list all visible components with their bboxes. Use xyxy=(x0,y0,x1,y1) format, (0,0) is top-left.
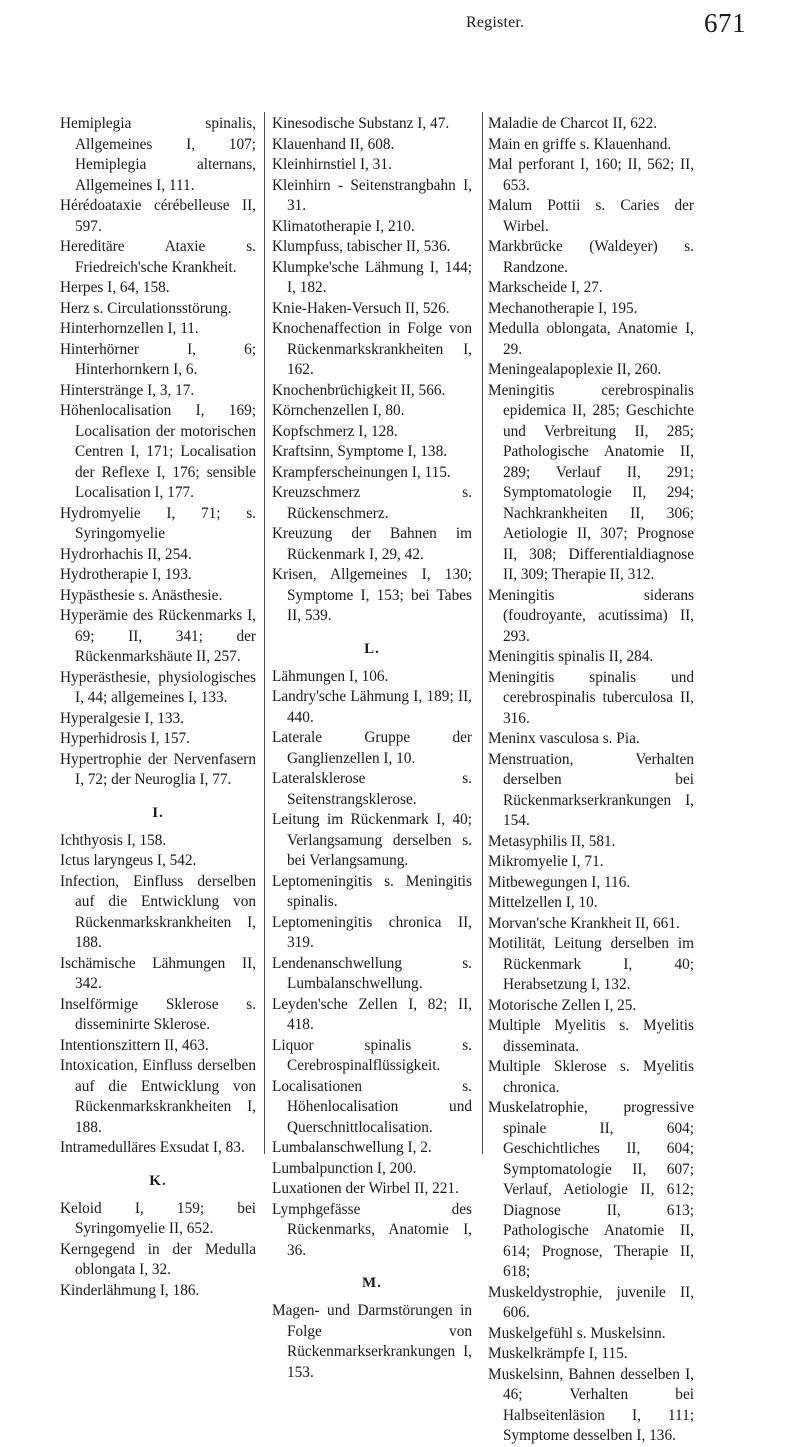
column-divider xyxy=(482,112,483,1154)
index-entry: Kerngegend in der Medulla oblongata I, 32. xyxy=(60,1240,256,1278)
index-entry: Meningitis siderans (foudroyante, acutissima) II, 293. xyxy=(488,586,694,645)
index-entry: Kinesodische Substanz I, 47. xyxy=(272,115,450,132)
index-entry: Liquor spinalis s. Cerebrospinalflüssigkeit. xyxy=(272,1036,472,1074)
index-entry: Hyperhidrosis I, 157. xyxy=(60,730,191,747)
index-entry: Kleinhirn - Seitenstrangbahn I, 31. xyxy=(272,176,472,214)
index-entry: Mechanotherapie I, 195. xyxy=(488,299,638,317)
index-entry: Klimatotherapie I, 210. xyxy=(272,217,415,235)
index-entry: Meningitis spinalis II, 284. xyxy=(488,648,654,665)
index-entry: Muskeldystrophie, juvenile II, 606. xyxy=(488,1283,694,1321)
index-entry: Hypertrophie der Nervenfasern I, 72; der Neuroglia I, 77. xyxy=(60,750,256,788)
section-letter: L. xyxy=(364,640,380,657)
index-entry: Mittelzellen I, 10. xyxy=(488,894,598,911)
index-entry: Lumbalpunction I, 200. xyxy=(272,1159,417,1177)
page-number: 671 xyxy=(704,8,746,38)
section-letter: I. xyxy=(152,804,164,821)
index-entry: Kreuzschmerz s. Rückenschmerz. xyxy=(272,484,472,522)
index-entry: Hydromyelie I, 71; s. Syringomyelie xyxy=(60,504,256,542)
index-entry: Hemiplegia spinalis, Allgemeines I, 107; Hemiplegia alternans, Allgemeines I, 111. xyxy=(60,115,256,194)
index-entry: Herz s. Circulationsstörung. xyxy=(60,299,232,317)
index-entry: Mitbewegungen I, 116. xyxy=(488,873,631,891)
index-entry: Lumbalanschwellung I, 2. xyxy=(272,1139,432,1156)
index-entry: Ictus laryngeus I, 542. xyxy=(60,852,197,869)
index-entry: Herpes I, 64, 158. xyxy=(60,279,170,296)
index-entry: Markscheide I, 27. xyxy=(488,279,603,296)
index-entry: Localisationen s. Höhenlocalisation und Querschnittlocalisation. xyxy=(272,1077,472,1136)
index-entry: Krampferscheinungen I, 115. xyxy=(272,463,451,481)
index-entry: Multiple Sklerose s. Myelitis chronica. xyxy=(488,1058,694,1096)
index-entry: Main en griffe s. Klauenhand. xyxy=(488,135,672,153)
index-entry: Mal perforant I, 160; II, 562; II, 653. xyxy=(488,156,694,194)
index-entry: Lymphgefässe des Rückenmarks, Anatomie I, 36. xyxy=(272,1200,472,1259)
index-entry: Markbrücke (Waldeyer) s. Randzone. xyxy=(488,238,694,276)
index-entry: Krisen, Allgemeines I, 130; Symptome I, 153; bei Tabes II, 539. xyxy=(272,566,472,624)
index-entry: Hypästhesie s. Anästhesie. xyxy=(60,586,223,604)
index-entry: Medulla oblongata, Anatomie I, 29. xyxy=(488,320,694,358)
index-entry: Hyperalgesie I, 133. xyxy=(60,709,185,727)
index-entry: Mikromyelie I, 71. xyxy=(488,853,604,870)
section-letter: M. xyxy=(362,1275,382,1291)
index-entry: Hinterstränge I, 3, 17. xyxy=(60,381,195,399)
index-entry: Leptomeningitis s. Meningitis spinalis. xyxy=(272,872,472,910)
index-entry: Intramedulläres Exsudat I, 83. xyxy=(60,1139,245,1156)
index-entry: Meninx vasculosa s. Pia. xyxy=(488,730,640,747)
index-entry: Inselförmige Sklerose s. disseminirte Sklerose. xyxy=(60,995,256,1033)
index-entry: Luxationen der Wirbel II, 221. xyxy=(272,1180,459,1197)
index-entry: Knochenbrüchigkeit II, 566. xyxy=(272,381,446,399)
index-entry: Infection, Einfluss derselben auf die Entwicklung von Rückenmarkskrankheiten I, 188. xyxy=(60,872,256,951)
index-entry: Leyden'sche Zellen I, 82; II, 418. xyxy=(272,995,472,1033)
index-entry: Malum Pottii s. Caries der Wirbel. xyxy=(488,197,694,235)
index-entry: Kleinhirnstiel I, 31. xyxy=(272,156,392,173)
index-entry: Motilität, Leitung derselben im Rückenmark I, 40; Herabsetzung I, 132. xyxy=(488,935,694,993)
index-entry: Meningitis spinalis und cerebrospinalis tuberculosa II, 316. xyxy=(488,668,694,727)
index-entry: Kreuzung der Bahnen im Rückenmark I, 29, 42. xyxy=(272,525,472,563)
column-divider xyxy=(264,112,265,1154)
index-entry: Laterale Gruppe der Ganglienzellen I, 10. xyxy=(272,729,472,767)
index-entry: Muskelsinn, Bahnen desselben I, 46; Verhalten bei Halbseitenläsion I, 111; Symptome desselben I, 136. xyxy=(488,1365,694,1444)
index-entry: Höhenlocalisation I, 169; Localisation der motorischen Centren I, 171; Localisation der Reflexe I, 176; sensible Localisation I, 177. xyxy=(60,402,256,501)
index-entry: Muskelatrophie, progressive spinale II, 604; Geschichtliches II, 604; Symptomatologie II, 607; Verlauf, Aetiologie II, 612; Diagnose II, 613; Pathologische Anatomie II, 614; Prognose, Therapie II, 618; xyxy=(488,1099,694,1280)
index-entry: Knochenaffection in Folge von Rückenmarkskrankheiten I, 162. xyxy=(272,320,472,378)
index-entry: Kopfschmerz I, 128. xyxy=(272,422,398,440)
index-entry: Ichthyosis I, 158. xyxy=(60,831,167,849)
index-entry: Ischämische Lähmungen II, 342. xyxy=(60,954,256,992)
index-column-1 xyxy=(60,114,256,1301)
index-entry: Knie-Haken-Versuch II, 526. xyxy=(272,299,450,317)
index-entry: Landry'sche Lähmung I, 189; II, 440. xyxy=(272,688,472,726)
index-entry: Meningealapoplexie II, 260. xyxy=(488,361,662,378)
index-entry: Hyperämie des Rückenmarks I, 69; II, 341; der Rückenmarkshäute II, 257. xyxy=(60,607,256,665)
index-entry: Lateralsklerose s. Seitenstrangsklerose. xyxy=(272,770,472,808)
index-entry: Lendenanschwellung s. Lumbalanschwellung. xyxy=(272,954,472,992)
index-entry: Intoxication, Einfluss derselben auf die Entwicklung von Rückenmarkskrankheiten I, 188. xyxy=(60,1057,256,1136)
index-entry: Kraftsinn, Symptome I, 138. xyxy=(272,443,448,460)
index-entry: Muskelkrämpfe I, 115. xyxy=(488,1345,628,1362)
running-title: Register. xyxy=(466,14,525,31)
index-column-3 xyxy=(488,114,694,1447)
index-entry: Hinterhornzellen I, 11. xyxy=(60,320,199,337)
index-entry: Maladie de Charcot II, 622. xyxy=(488,115,658,132)
page-header xyxy=(0,8,800,58)
index-entry: Hyperästhesie, physiologisches I, 44; allgemeines I, 133. xyxy=(60,668,256,706)
index-entry: Klumpfuss, tabischer II, 536. xyxy=(272,238,451,255)
index-entry: Hydrorhachis II, 254. xyxy=(60,545,192,563)
index-entry: Klumpke'sche Lähmung I, 144; I, 182. xyxy=(272,258,472,296)
index-entry: Hinterhörner I, 6; Hinterhornkern I, 6. xyxy=(60,340,256,378)
index-column-2 xyxy=(272,114,472,1383)
index-entry: Muskelgefühl s. Muskelsinn. xyxy=(488,1324,666,1342)
index-entry: Multiple Myelitis s. Myelitis disseminata. xyxy=(488,1017,694,1055)
index-entry: Motorische Zellen I, 25. xyxy=(488,996,637,1014)
index-entry: Lähmungen I, 106. xyxy=(272,667,389,685)
index-entry: Metasyphilis II, 581. xyxy=(488,832,616,850)
index-entry: Magen- und Darmstörungen in Folge von Rückenmarkserkrankungen I, 153. xyxy=(272,1302,472,1381)
index-entry: Körnchenzellen I, 80. xyxy=(272,402,405,419)
index-entry: Hereditäre Ataxie s. Friedreich'sche Krankheit. xyxy=(60,238,256,276)
index-entry: Meningitis cerebrospinalis epidemica II, 285; Geschichte und Verbreitung II, 285; Pathologische Anatomie II, 289; Verlauf II, 291; Symptomatologie II, 294; Nachkrankheiten II, 306; Aetiologie II, 307; Prognose II, 308; Differentialdiagnose II, 309; Therapie II, 312. xyxy=(488,381,694,583)
index-entry: Hérédoataxie cérébelleuse II, 597. xyxy=(60,197,256,235)
index-entry: Leptomeningitis chronica II, 319. xyxy=(272,913,472,951)
index-entry: Hydrotherapie I, 193. xyxy=(60,566,192,583)
index-entry: Intentionszittern II, 463. xyxy=(60,1036,209,1054)
index-entry: Klauenhand II, 608. xyxy=(272,135,395,153)
index-entry: Keloid I, 159; bei Syringomyelie II, 652. xyxy=(60,1199,256,1237)
index-entry: Kinderlähmung I, 186. xyxy=(60,1281,200,1299)
index-entry: Morvan'sche Krankheit II, 661. xyxy=(488,914,680,932)
section-letter: K. xyxy=(149,1172,167,1189)
index-entry: Menstruation, Verhalten derselben bei Rückenmarkserkrankungen I, 154. xyxy=(488,750,694,829)
index-entry: Leitung im Rückenmark I, 40; Verlangsamung derselben s. bei Verlangsamung. xyxy=(272,811,472,869)
